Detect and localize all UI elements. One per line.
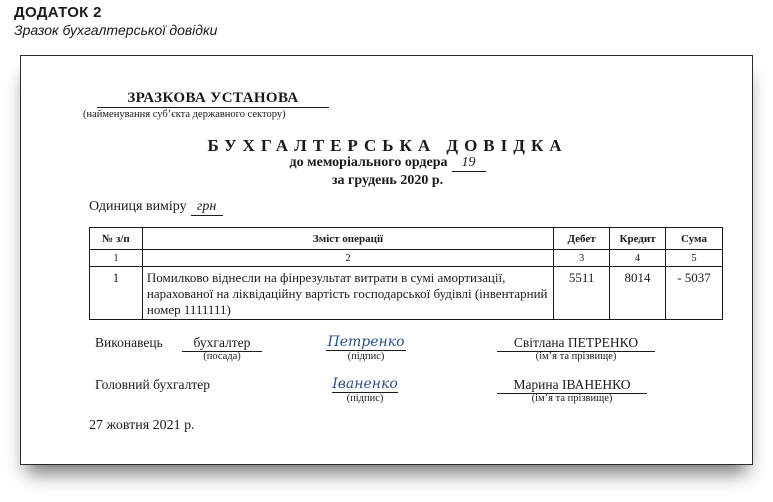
document-date: 27 жовтня 2021 р.: [89, 418, 195, 433]
appendix-subtitle: Зразок бухгалтерської довідки: [14, 22, 218, 38]
row-description: Помилково віднесли на фінрезультат витрати в сумі амортизації, нарахованої на ліквідаційну вартість господарської будівлі (інвентарний номер 1111111): [142, 267, 553, 320]
col-number: 3: [554, 250, 610, 267]
executor-name-caption: (ім’я та прізвище): [535, 351, 617, 362]
order-prefix: до меморіального ордера: [289, 155, 448, 170]
operations-table: [89, 227, 723, 320]
header-credit: Кредит: [610, 228, 666, 250]
chief-name-caption: (ім’я та прізвище): [531, 393, 613, 404]
col-number: 1: [90, 250, 143, 267]
executor-label: Виконавець: [95, 335, 163, 350]
executor-position: бухгалтер: [182, 335, 262, 352]
row-no: 1: [90, 267, 143, 320]
accounting-certificate-sheet: [20, 55, 753, 465]
row-amount: - 5037: [666, 267, 723, 320]
executor-signature: Петренко: [327, 334, 405, 350]
document-title: БУХГАЛТЕРСЬКА ДОВІДКА: [207, 136, 568, 155]
organization-name: ЗРАЗКОВА УСТАНОВА: [97, 90, 329, 108]
appendix-label: ДОДАТОК 2: [14, 4, 102, 21]
executor-name: Світлана ПЕТРЕНКО: [497, 335, 655, 352]
header-debit: Дебет: [554, 228, 610, 250]
table-row: [90, 267, 723, 320]
period: за грудень 2020 р.: [331, 173, 444, 188]
row-debit: 5511: [554, 267, 610, 320]
chief-name: Марина ІВАНЕНКО: [497, 377, 647, 394]
col-number: 2: [142, 250, 553, 267]
table-header-row: [90, 228, 723, 250]
order-line: [21, 155, 754, 172]
unit-value: грн: [191, 199, 223, 216]
chief-accountant-label: Головний бухгалтер: [95, 377, 210, 392]
header-no: № з/п: [90, 228, 143, 250]
chief-signature-caption: (підпис): [346, 393, 384, 404]
chief-signature: Іваненко: [332, 376, 398, 392]
order-number: 19: [452, 155, 486, 172]
column-number-row: [90, 250, 723, 267]
col-number: 4: [610, 250, 666, 267]
executor-position-caption: (посада): [203, 351, 241, 362]
col-number: 5: [666, 250, 723, 267]
organization-caption: (найменування суб’єкта державного сектору): [83, 109, 286, 120]
unit-label: Одиниця виміру: [89, 199, 187, 214]
unit-line: [89, 199, 223, 216]
header-description: Зміст операції: [142, 228, 553, 250]
header-amount: Сума: [666, 228, 723, 250]
executor-signature-caption: (підпис): [347, 351, 385, 362]
row-credit: 8014: [610, 267, 666, 320]
